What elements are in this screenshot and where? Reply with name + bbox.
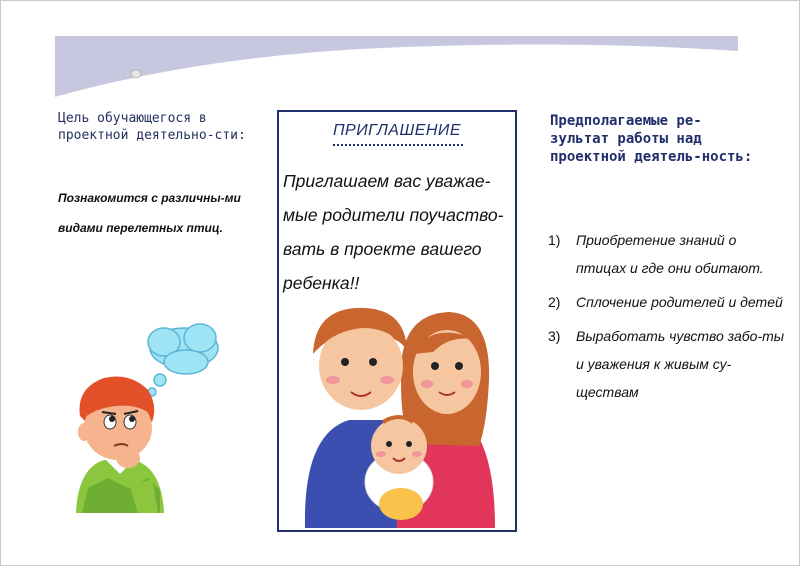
list-item <box>548 226 788 282</box>
list-item <box>548 322 788 406</box>
list-item-text: Выработать чувство забо-ты и уважения к живым су-ществам <box>576 328 785 400</box>
results-heading: Предполагаемые ре-зультат работы над проектной деятель-ность: <box>550 113 753 165</box>
title-underline <box>333 144 463 146</box>
list-item-number: 1) <box>548 232 561 248</box>
list-item <box>548 288 788 316</box>
results-list <box>548 226 788 412</box>
list-item-number: 2) <box>548 294 561 310</box>
list-item-text: Сплочение родителей и детей <box>576 294 783 310</box>
list-item-number: 3) <box>548 328 561 344</box>
list-item-text: Приобретение знаний о птицах и где они обитают. <box>576 232 764 276</box>
header-swoosh <box>0 0 800 110</box>
family-icon <box>301 304 497 528</box>
thinking-boy-icon <box>68 318 238 513</box>
invitation-text: Приглашаем вас уважае-мые родители поучаство-вать в проекте вашего ребенка!! <box>283 171 504 293</box>
invitation-title: ПРИГЛАШЕНИЕ <box>332 122 462 139</box>
goal-text: Познакомится с различны-ми видами перелетных птиц. <box>58 191 241 235</box>
goal-heading: Цель обучающегося в проектной деятельно-сти: <box>58 111 246 143</box>
invitation-panel <box>277 110 517 532</box>
